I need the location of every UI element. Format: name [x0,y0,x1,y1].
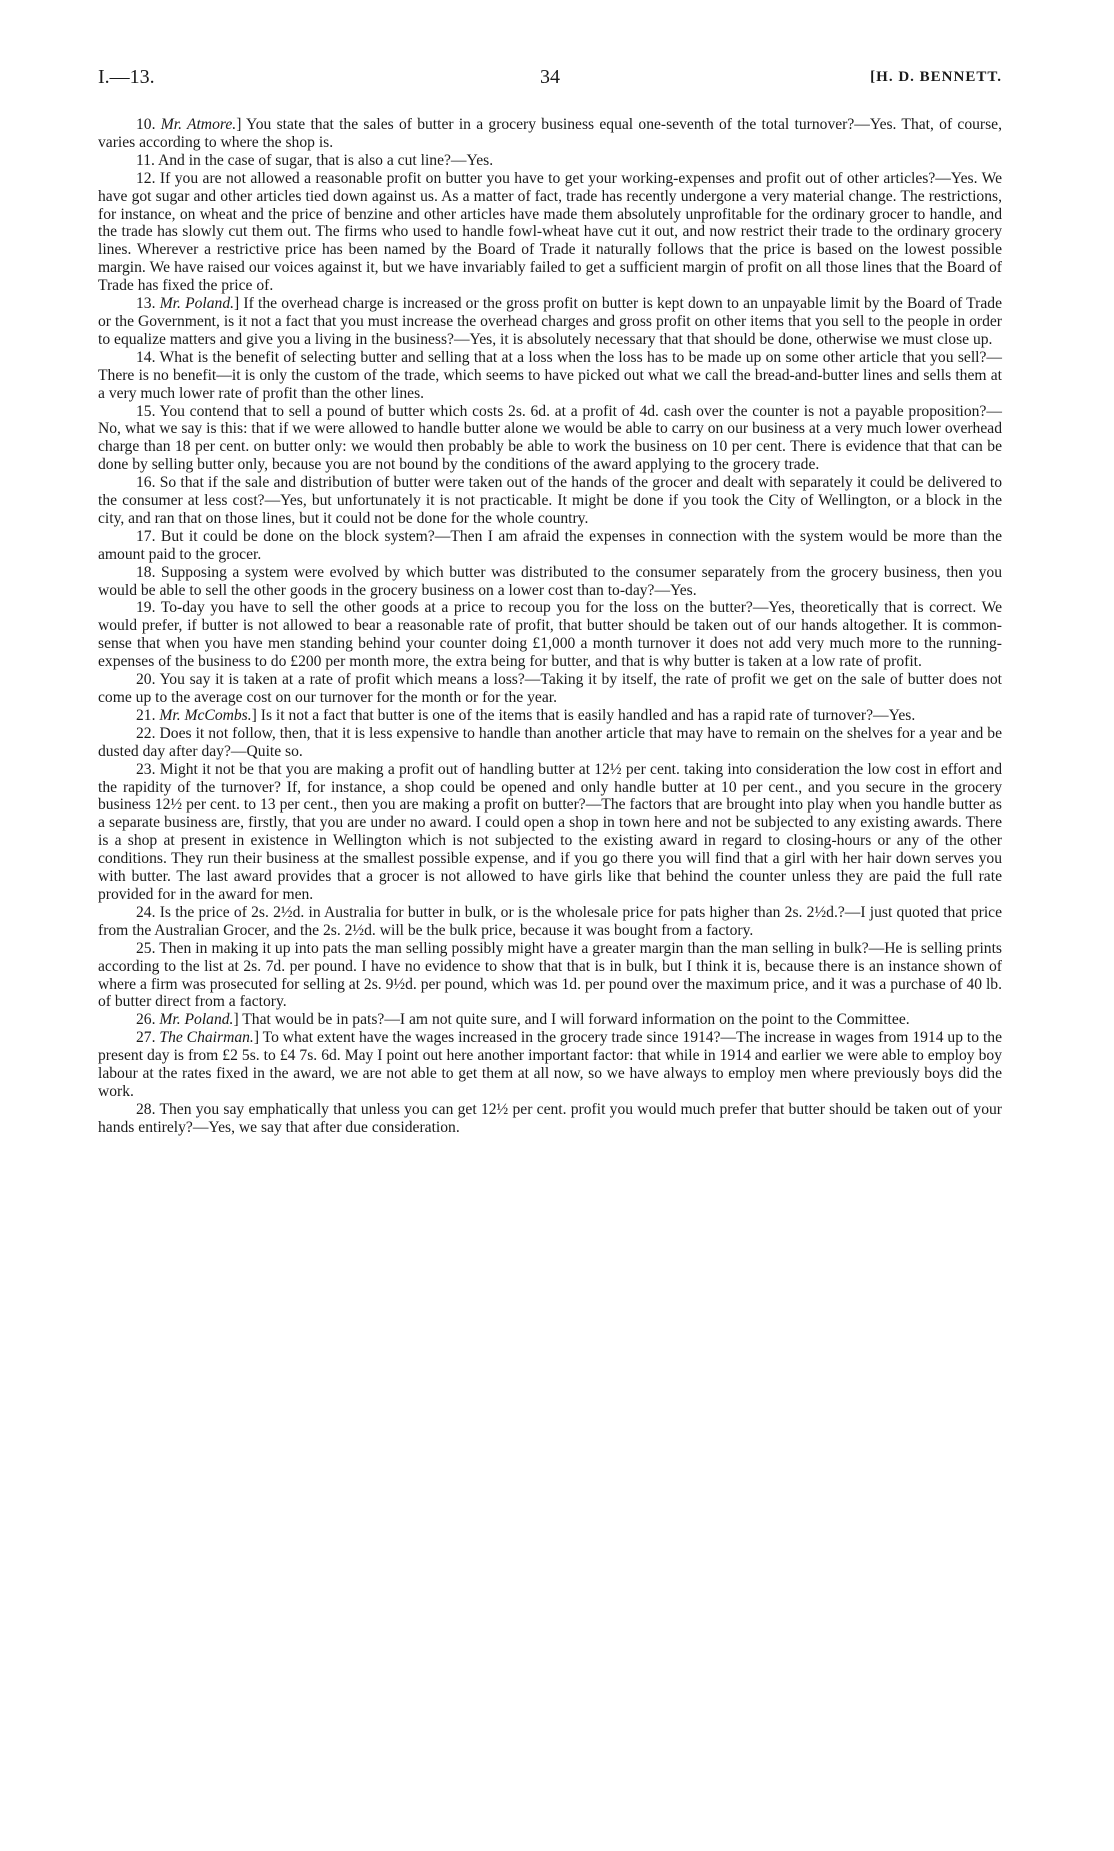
paragraph-text: So that if the sale and distribution of butter were taken out of the hands of the grocer and dealt with separately it could be delivered to the consumer at less cost?—Yes, but unfortunately it is not practicable. It might be done if you took the City of Wellington, or a block in the city, and ran that on those lines, but it could not be done for the whole country. [98,474,1003,527]
question-paragraph [98,904,1002,940]
question-number: 20. [136,671,160,689]
question-paragraph [98,671,1002,707]
question-paragraph [98,761,1002,904]
question-paragraph [98,1011,1002,1029]
question-paragraph [98,170,1002,295]
paragraph-text: ] That would be in pats?—I am not quite sure, and I will forward information on the point to the Committee. [233,1011,910,1029]
question-paragraph [98,1029,1002,1101]
question-paragraph [98,725,1002,761]
paragraph-text: And in the case of sugar, that is also a cut line?—Yes. [157,151,494,169]
question-number: 28. [136,1100,160,1118]
question-number: 10. [136,116,161,133]
speaker-name: The Chairman. [159,1029,254,1047]
paragraph-text: Then in making it up into pats the man selling possibly might have a greater margin than the man selling in bulk?—He is selling prints according to the list at 2s. 7d. per pound. I have no evidence to show that that is in bulk, but I think it is, because there is an instance shown of where a firm was prosecuted for selling at 2s. 9½d. per pound, which was 1d. per pound over the maximum price, and it was a purchase of 40 lb. of butter direct from a factory. [98,939,1002,1011]
question-number: 24. [136,903,160,921]
paragraph-text: ] To what extent have the wages increased in the grocery trade since 1914?—The increase in wages from 1914 up to the present day is from £2 5s. to £4 7s. 6d. May I point out here another important factor: that while in 1914 and earlier we were able to employ boy labour at the rates fixed in the award, we are not able to get them at all now, so we have always to employ men where previously boys did the work. [98,1029,1002,1100]
question-paragraph [98,152,1002,170]
question-number: 11. [136,151,158,169]
paragraph-text: Does it not follow, then, that it is less expensive to handle than another article that may have to remain on the shelves for a year and be dusted day after day?—Quite so. [98,724,1003,760]
question-paragraph [98,1101,1002,1137]
paragraph-text: ] If the overhead charge is increased or the gross profit on butter is kept down to an unpayable limit by the Board of Trade or the Government, is it not a fact that you must increase the overhead charges and gross profit on other items that you sell to the people in order to equalize matters and give you a living in the business?—Yes, it is absolutely necessary that that should be done, otherwise we must close up. [98,295,1002,348]
question-number: 17. [136,527,161,545]
speaker-name: Mr. Poland. [159,1011,234,1029]
question-number: 21. [136,706,160,724]
question-paragraph [98,940,1002,1012]
page-number: 34 [540,66,560,88]
speaker-name: Mr. McCombs. [159,706,252,724]
question-number: 26. [136,1011,160,1029]
paragraph-text: What is the benefit of selecting butter and selling that at a loss when the loss has to be made up on some other article that you sell?—There is no benefit—it is only the custom of the trade, which seems to have picked out what we call the bread-and-butter lines and sells them at a very much lower rate of profit than the other lines. [98,348,1003,402]
speaker-name: Mr. Poland. [159,295,235,313]
paragraph-text: Might it not be that you are making a profit out of handling butter at 12½ per cent. taking into consideration the low cost in effort and the rapidity of the turnover? If, for instance, a shop could be opened and only handle butter at 10 per cent., and you secure in the grocery business 12½ per cent. to 13 per cent., then you are making a profit on butter?—The factors that are brought into play when you handle butter as a separate business are, firstly, that you are under no award. I could open a shop in town here and not be subjected to any existing awards. There is a shop at present in existence in Wellington which is not subjected to the existing award in regard to closing-hours or any of the other conditions. They run their business at the smallest possible expense, and if you go there you will find that a girl with her hair down serves you with butter. The last award provides that a grocer is not allowed to have girls like that behind the counter unless they are paid the full rate provided for in the award for men. [98,760,1002,903]
parliamentary-paper-number: I.—13. [98,66,155,88]
question-number: 23. [136,760,160,778]
question-paragraph [98,403,1002,475]
paragraph-text: If you are not allowed a reasonable profit on butter you have to get your working-expenses and profit out of other articles?—Yes. We have got sugar and other articles tied down against us. As a matter of fact, trade has recently undergone a very material change. The restrictions, for instance, on wheat and the price of benzine and other articles have made them absolutely unprofitable for the ordinary grocer to handle, and the trade has slowly cut them out. The firms who used to handle fowl-wheat have cut it out, and now restrict their trade to the ordinary grocery lines. Wherever a restrictive price has been named by the Board of Trade it naturally follows that the price is based on the lowest possible margin. We have raised our voices against it, but we have invariably failed to get a sufficient margin of profit on all those lines that the Board of Trade has fixed the price of. [98,169,1002,295]
question-paragraph [98,707,1002,725]
question-number: 14. [136,348,160,366]
paragraph-text: Then you say emphatically that unless you can get 12½ per cent. profit you would much prefer that butter should be taken out of your hands entirely?—Yes, we say that after due consideration. [98,1100,1003,1136]
paragraph-text: You contend that to sell a pound of butter which costs 2s. 6d. at a profit of 4d. cash over the counter is not a payable proposition?—No, what we say is this: that if we were allowed to handle butter alone we would be able to carry on our business at a very much lower overhead charge than 18 per cent. on butter only: we would then probably be able to work the business on 10 per cent. There is evidence that that can be done by selling butter only, because you are not bound by the conditions of the award applying to the grocery trade. [98,402,1002,474]
question-number: 27. [136,1029,160,1047]
paragraph-text: But it could be done on the block system?—Then I am afraid the expenses in connection with the system would be more than the amount paid to the grocer. [98,527,1002,563]
page-header [98,66,1002,96]
question-paragraph [98,116,1002,152]
paragraph-text: Supposing a system were evolved by which butter was distributed to the consumer separately from the grocery business, then you would be able to sell the other goods in the grocery business on a lower cost than to-day?—Yes. [98,563,1002,599]
question-number: 12. [136,169,160,187]
question-number: 15. [136,402,160,420]
question-number: 16. [136,474,160,492]
question-number: 22. [136,724,160,742]
document-body [98,116,1002,1137]
question-paragraph [98,474,1002,528]
paragraph-text: ] Is it not a fact that butter is one of the items that is easily handled and has a rapid rate of turnover?—Yes. [251,706,916,724]
question-number: 18. [136,563,162,581]
question-paragraph [98,295,1002,349]
paragraph-text: Is the price of 2s. 2½d. in Australia for butter in bulk, or is the wholesale price for pats higher than 2s. 2½d.?—I just quoted that price from the Australian Grocer, and the 2s. 2½d. will be the bulk price, because it was bought from a factory. [98,903,1003,939]
question-paragraph [98,528,1002,564]
question-paragraph [98,349,1002,403]
speaker-name: Mr. Atmore. [160,116,237,133]
question-number: 19. [136,599,161,617]
question-paragraph [98,564,1002,600]
question-number: 13. [136,295,160,313]
question-number: 25. [136,939,160,957]
paragraph-text: ] You state that the sales of butter in a grocery business equal one-seventh of the total turnover?—Yes. That, of course, varies according to where the shop is. [98,116,1002,151]
paragraph-text: To-day you have to sell the other goods at a price to recoup you for the loss on the butter?—Yes, theoretically that is correct. We would prefer, if butter is not allowed to bear a reasonable rate of profit, that butter should be taken out of our hands altogether. It is common-sense that when you have men standing behind your counter doing £1,000 a month turnover it does not add very much more to the running-expenses of the business to do £200 per month more, the extra being for butter, and that is why butter is taken at a low rate of profit. [98,599,1002,671]
witness-name: [H. D. BENNETT. [870,69,1002,85]
question-paragraph [98,599,1002,671]
paragraph-text: You say it is taken at a rate of profit which means a loss?—Taking it by itself, the rate of profit we get on the sale of butter does not come up to the average cost on our turnover for the month or for the year. [98,671,1002,706]
